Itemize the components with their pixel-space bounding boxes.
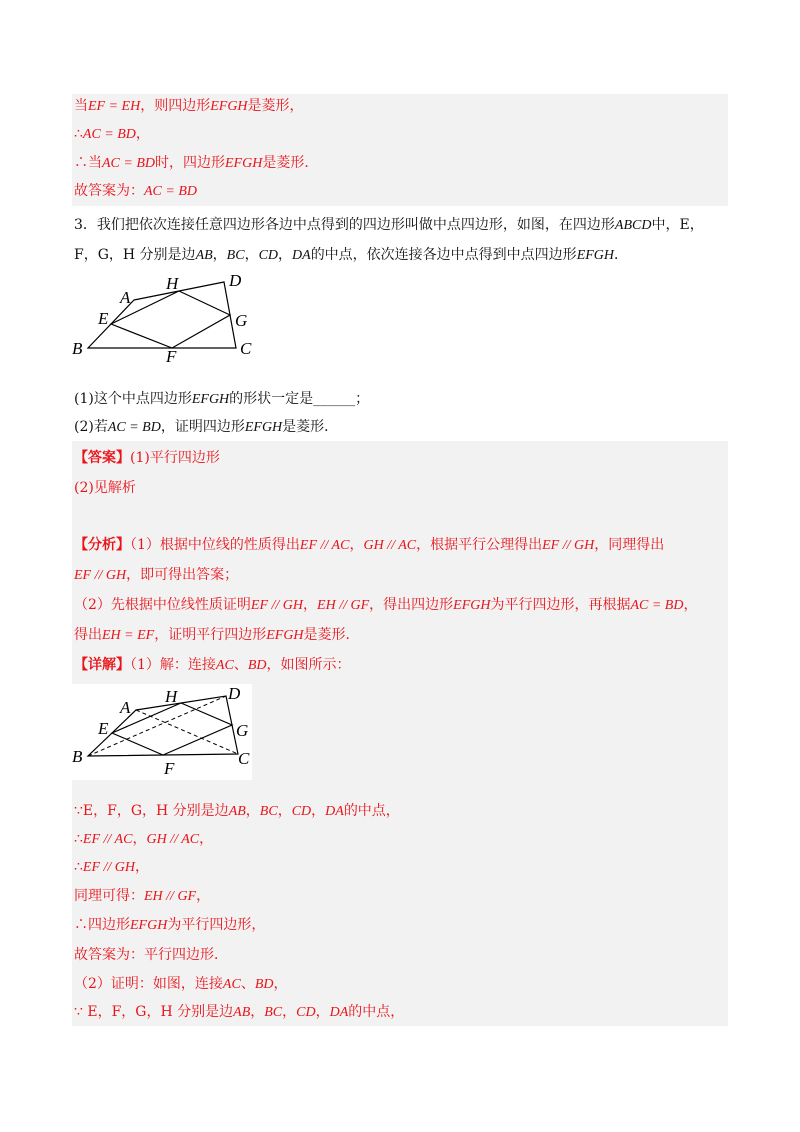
detail-step-1: ∵E，F，G，H 分别是边AB，BC，CD，DA的中点， <box>74 803 400 819</box>
label2-d: D <box>228 684 241 703</box>
detail-step-2: ∴EF // AC，GH // AC， <box>74 831 214 847</box>
analysis-line-1: 【分析】（1）根据中位线的性质得出EF // AC，GH // AC，根据平行公理得出EF // GH，同理得出 <box>74 537 665 553</box>
label2-f: F <box>164 759 175 778</box>
label-a: A <box>120 288 131 307</box>
label-d: D <box>229 272 242 290</box>
detail-step-5: ∴四边形EFGH为平行四边形， <box>74 917 266 933</box>
analysis-line-4: 得出EH = EF，证明平行四边形EFGH是菱形． <box>74 627 360 643</box>
detail-step-7: （2）证明：如图，连接AC、BD， <box>74 976 288 992</box>
problem-line-2: F，G，H 分别是边AB，BC，CD，DA的中点，依次连接各边中点得到中点四边形EFGH． <box>74 247 629 263</box>
label-f: F <box>166 347 177 364</box>
label-b: B <box>72 339 83 358</box>
label2-g: G <box>236 721 249 740</box>
label2-h: H <box>165 687 178 706</box>
quadrilateral-figure-2 <box>66 684 256 780</box>
answer-line-2: (2)见解析 <box>74 480 136 496</box>
detail-step-8: ∵ E，F，G，H 分别是边AB，BC，CD，DA的中点， <box>74 1004 405 1020</box>
problem-line-1: 3．我们把依次连接任意四边形各边中点得到的四边形叫做中点四边形，如图，在四边形ABCD中，E， <box>74 217 704 233</box>
answer-line-1: 【答案】(1)平行四边形 <box>74 450 220 466</box>
quad-abcd <box>88 282 236 348</box>
detail-step-6: 故答案为：平行四边形． <box>74 947 228 963</box>
label-e: E <box>98 309 109 328</box>
label2-c: C <box>238 749 250 768</box>
label2-a: A <box>120 698 131 717</box>
top-line-4: 故答案为：AC = BD <box>74 183 197 199</box>
quad-abcd-2 <box>88 696 238 756</box>
label-h: H <box>166 274 179 293</box>
question-2: (2)若AC = BD，证明四边形EFGH是菱形． <box>74 419 339 435</box>
diagonal-ac <box>136 710 238 754</box>
analysis-line-3: （2）先根据中位线性质证明EF // GH，EH // GF，得出四边形EFGH为平行四边形，再根据AC = BD， <box>74 597 698 613</box>
detail-step-4: 同理可得：EH // GF， <box>74 888 211 904</box>
label-g: G <box>235 311 248 330</box>
question-1: (1)这个中点四边形EFGH的形状一定是______； <box>74 391 370 407</box>
label-c: C <box>240 339 252 358</box>
quadrilateral-figure-1 <box>66 272 266 364</box>
detail-line-1: 【详解】（1）解：连接AC、BD，如图所示： <box>74 657 351 673</box>
detail-step-3: ∴EF // GH， <box>74 859 150 875</box>
label2-e: E <box>98 719 109 738</box>
analysis-line-2: EF // GH，即可得出答案； <box>74 567 239 583</box>
diagonal-bd <box>88 696 226 756</box>
top-line-1: 当EF = EH，则四边形EFGH是菱形， <box>74 98 304 114</box>
top-line-3: ∴当AC = BD时，四边形EFGH是菱形． <box>74 155 319 171</box>
top-line-2: ∴AC = BD， <box>74 126 150 142</box>
label2-b: B <box>72 747 83 766</box>
